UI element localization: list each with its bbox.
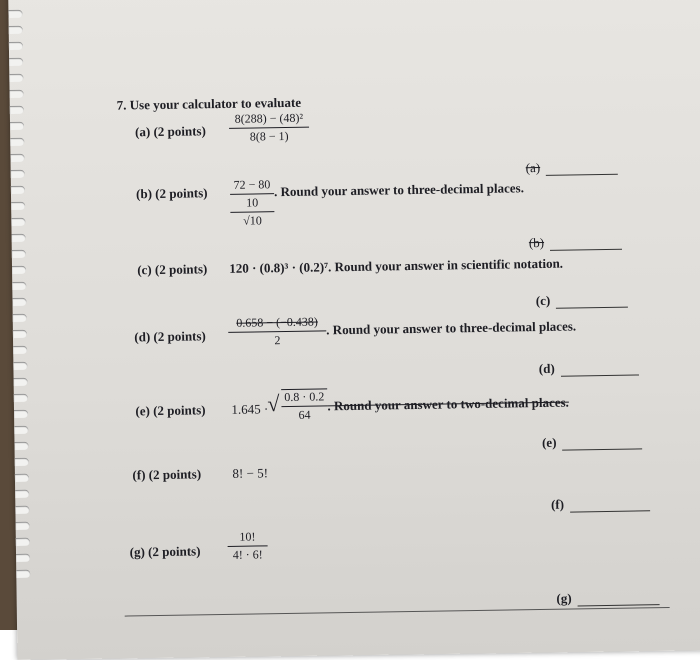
part-b-label: (b) (2 points) xyxy=(135,185,208,202)
part-a-numerator: 8(288) − (48)² xyxy=(234,110,304,126)
answer-b-label: (b) xyxy=(528,234,545,251)
part-g-denominator: 4! · 6! xyxy=(232,547,263,562)
part-b-denominator: √10 xyxy=(243,213,262,228)
radical-sign-icon: √ xyxy=(267,391,280,417)
part-b-fraction xyxy=(230,177,275,229)
part-c-label: (c) (2 points) xyxy=(137,261,208,278)
part-d-fraction xyxy=(228,314,327,349)
answer-c xyxy=(536,292,629,309)
page-bottom-rule xyxy=(125,607,670,617)
part-e-prefix: 1.645 · xyxy=(231,401,269,417)
part-e-instruction: . Round your answer to two-decimal places. xyxy=(327,394,569,414)
answer-e xyxy=(542,433,643,451)
answer-a-label: (a) xyxy=(525,159,541,176)
answer-a-blank[interactable] xyxy=(546,164,618,176)
answer-a xyxy=(526,159,619,176)
answer-b xyxy=(529,234,622,251)
answer-e-blank[interactable] xyxy=(562,438,642,450)
part-b-numerator-top: 72 − 80 xyxy=(233,177,271,192)
answer-f-label: (f) xyxy=(550,496,565,512)
answer-d-label: (d) xyxy=(538,360,555,377)
part-c-expression: 120 · (0.8)³ · (0.2)⁷. Round your answer in scientific notation. xyxy=(229,255,564,276)
answer-d xyxy=(539,359,639,377)
part-a-fraction xyxy=(229,111,310,145)
part-e-label: (e) (2 points) xyxy=(135,402,206,419)
answer-g xyxy=(556,589,659,607)
part-f-label: (f) (2 points) xyxy=(132,466,202,483)
part-g-numerator: 10! xyxy=(239,529,256,544)
part-d-numerator: 0.658 − (−0.438) xyxy=(236,314,318,330)
answer-f-blank[interactable] xyxy=(570,500,650,512)
answer-d-blank[interactable] xyxy=(561,364,639,376)
part-f-expression: 8! − 5! xyxy=(232,465,269,481)
part-a-label: (a) (2 points) xyxy=(134,123,206,140)
part-a-denominator: 8(8 − 1) xyxy=(249,128,289,144)
part-e-fraction xyxy=(281,388,328,423)
part-d-label: (d) (2 points) xyxy=(134,328,206,345)
part-e-numerator: 0.8 · 0.2 xyxy=(284,389,325,405)
part-g-label: (g) (2 points) xyxy=(129,543,201,560)
problem-title: 7. Use your calculator to evaluate xyxy=(116,94,302,113)
answer-e-label: (e) xyxy=(541,434,557,450)
answer-b-blank[interactable] xyxy=(550,239,622,251)
part-e-denominator: 64 xyxy=(298,407,311,422)
answer-g-label: (g) xyxy=(556,590,572,606)
answer-f xyxy=(551,495,650,513)
part-g-fraction xyxy=(227,529,268,563)
part-b-numerator-bottom: 10 xyxy=(246,195,259,210)
answer-g-blank[interactable] xyxy=(578,594,660,606)
part-b-instruction: . Round your answer to three-decimal places. xyxy=(273,180,525,200)
part-d-denominator: 2 xyxy=(274,333,281,348)
answer-c-blank[interactable] xyxy=(556,297,628,309)
part-d-instruction: . Round your answer to three-decimal places. xyxy=(326,318,577,338)
answer-c-label: (c) xyxy=(535,292,551,309)
